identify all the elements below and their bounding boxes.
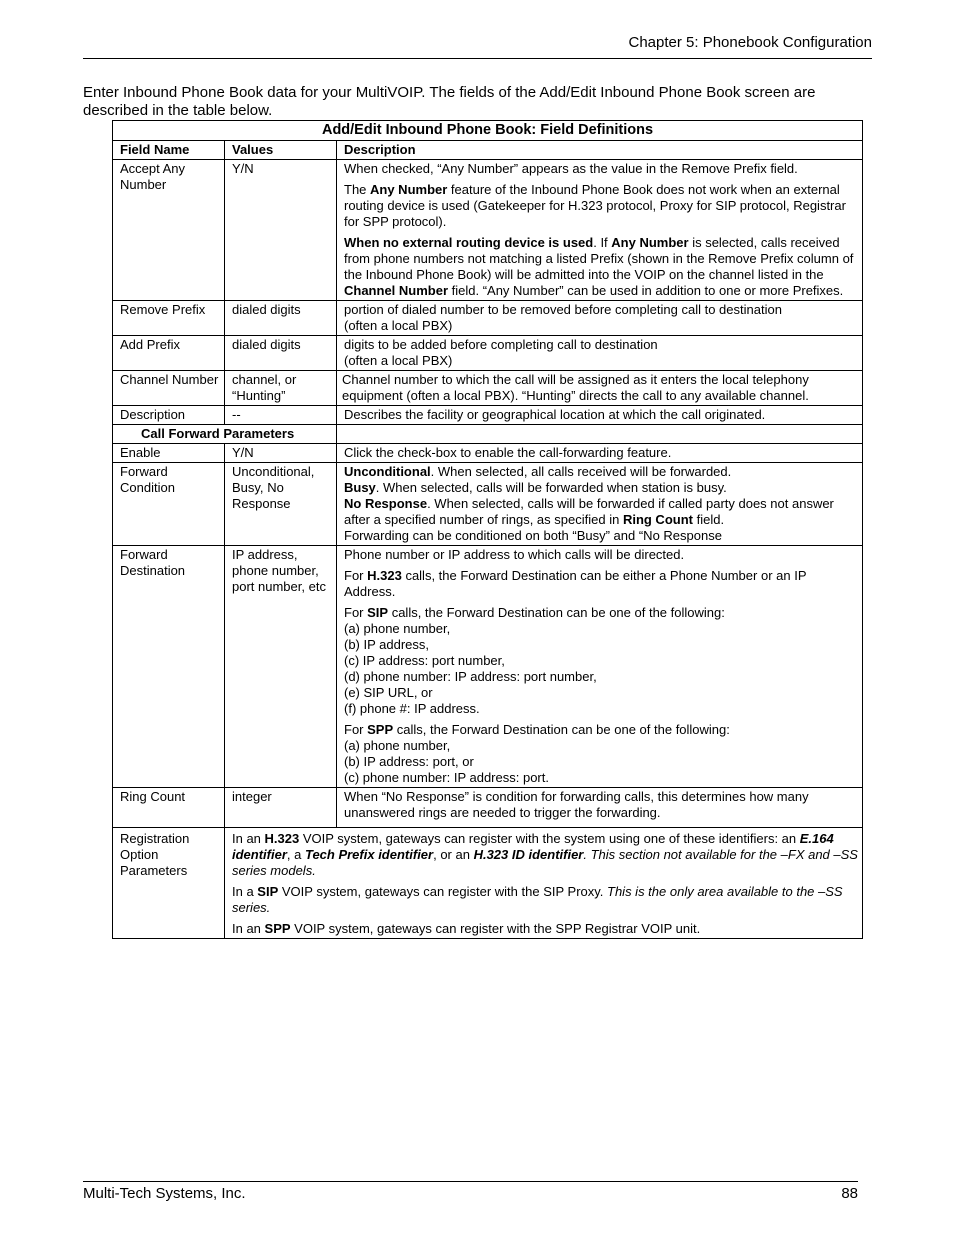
list-item: (a) phone number, (344, 738, 451, 753)
col-header-values: Values (225, 141, 337, 160)
field-name: Channel Number (113, 371, 225, 406)
table-title: Add/Edit Inbound Phone Book: Field Definitions (113, 121, 863, 141)
field-values: channel, or “Hunting” (225, 371, 337, 406)
field-definitions-table (112, 120, 863, 939)
desc-paragraph: The Any Number feature of the Inbound Phone Book does not work when an external routing device is used (Gatekeeper for H.323 protocol, Proxy for SIP protocol, Registrar for SPP protocol). (344, 182, 846, 229)
field-description (225, 828, 863, 939)
field-description: portion of dialed number to be removed before completing call to destination (often a local PBX) (337, 301, 863, 336)
table-row (113, 463, 863, 546)
desc-paragraph: For H.323 calls, the Forward Destination can be either a Phone Number or an IP Address. (344, 568, 807, 599)
field-description: Describes the facility or geographical location at which the call originated. (337, 406, 863, 425)
table-row (113, 546, 863, 788)
field-name: Forward Condition (113, 463, 225, 546)
field-name: Enable (113, 444, 225, 463)
field-description: digits to be added before completing call to destination (often a local PBX) (337, 336, 863, 371)
desc-paragraph: For SPP calls, the Forward Destination can be one of the following: (a) phone number, (b) IP address: port, or (c) phone number: IP address: port. (344, 722, 858, 786)
field-name: Accept Any Number (113, 160, 225, 301)
desc-paragraph: Phone number or IP address to which calls will be directed. (344, 547, 685, 562)
list-item: (f) phone #: IP address. (344, 701, 480, 716)
list-item: (b) IP address: port, or (344, 754, 474, 769)
field-values: -- (225, 406, 337, 425)
table-header-row (113, 141, 863, 160)
list-item: (c) IP address: port number, (344, 653, 505, 668)
table-row (113, 406, 863, 425)
field-description: Unconditional. When selected, all calls received will be forwarded. Busy. When selected, calls will be forwarded when station is busy. No Response. When selected, calls will be forwarded if called party does not answer after a specified number of rings, as specified in Ring Count field. Forwarding can be conditioned on both “Busy” and “No Response (337, 463, 863, 546)
table-row (113, 160, 863, 301)
table-row (113, 788, 863, 828)
intro-paragraph: Enter Inbound Phone Book data for your MultiVOIP. The fields of the Add/Edit Inbound Phone Book screen are described in the table below. (83, 84, 816, 119)
field-description: Channel number to which the call will be assigned as it enters the local telephony equipment (often a local PBX). “Hunting” directs the call to any available channel. (337, 371, 863, 406)
list-item: (a) phone number, (344, 621, 451, 636)
field-name: Add Prefix (113, 336, 225, 371)
field-description: Click the check-box to enable the call-forwarding feature. (337, 444, 863, 463)
table-row (113, 301, 863, 336)
field-values: Y/N (225, 444, 337, 463)
page-number: 88 (841, 1185, 858, 1202)
desc-paragraph: When no external routing device is used. If Any Number is selected, calls received from phone numbers not matching a listed Prefix (shown in the Remove Prefix column of the Inbound Phone Book) will be admitted into the VOIP on the channel listed in the Channel Number field. “Any Number” can be used in addition to one or more Prefixes. (344, 235, 854, 298)
field-name: Remove Prefix (113, 301, 225, 336)
list-item: (c) phone number: IP address: port. (344, 770, 549, 785)
empty-cell (337, 425, 863, 444)
field-description: When “No Response” is condition for forwarding calls, this determines how many unanswered rings are needed to trigger the forwarding. (337, 788, 863, 828)
chapter-title: Chapter 5: Phonebook Configuration (628, 34, 872, 51)
field-values: Y/N (225, 160, 337, 301)
field-values: dialed digits (225, 336, 337, 371)
table-row (113, 371, 863, 406)
field-values: integer (225, 788, 337, 828)
desc-paragraph: For SIP calls, the Forward Destination can be one of the following: (a) phone number, (b) IP address, (c) IP address: port number, (d) phone number: IP address: port number, (e) SIP URL, or (f) phone #: IP address. (344, 605, 858, 717)
table-subheader-row (113, 425, 863, 444)
table-row (113, 444, 863, 463)
desc-paragraph: In a SIP VOIP system, gateways can register with the SIP Proxy. This is the only area available to the –SS series. (232, 884, 843, 915)
field-description (337, 160, 863, 301)
table-row (113, 828, 863, 939)
page-footer (83, 1181, 858, 1203)
list-item: (e) SIP URL, or (344, 685, 433, 700)
list-item: (d) phone number: IP address: port number, (344, 669, 597, 684)
field-name: Forward Destination (113, 546, 225, 788)
desc-paragraph: In an SPP VOIP system, gateways can register with the SPP Registrar VOIP unit. (232, 921, 701, 936)
call-forward-subheader: Call Forward Parameters (113, 425, 337, 444)
field-name: Registration Option Parameters (113, 828, 225, 939)
table-row (113, 336, 863, 371)
field-name: Description (113, 406, 225, 425)
list-item: (b) IP address, (344, 637, 430, 652)
field-name: Ring Count (113, 788, 225, 828)
field-description (337, 546, 863, 788)
field-values: IP address, phone number, port number, etc (225, 546, 337, 788)
field-values: Unconditional, Busy, No Response (225, 463, 337, 546)
desc-paragraph: In an H.323 VOIP system, gateways can register with the system using one of these identifiers: an E.164 identifier, a Tech Prefix identifier, or an H.323 ID identifier. This section not available for the –FX and –SS series models. (232, 831, 858, 878)
col-header-field: Field Name (113, 141, 225, 160)
desc-paragraph: When checked, “Any Number” appears as the value in the Remove Prefix field. (344, 161, 798, 176)
table-title-row (113, 121, 863, 141)
col-header-description: Description (337, 141, 863, 160)
page-header (83, 34, 872, 59)
field-values: dialed digits (225, 301, 337, 336)
company-name: Multi-Tech Systems, Inc. (83, 1185, 246, 1202)
